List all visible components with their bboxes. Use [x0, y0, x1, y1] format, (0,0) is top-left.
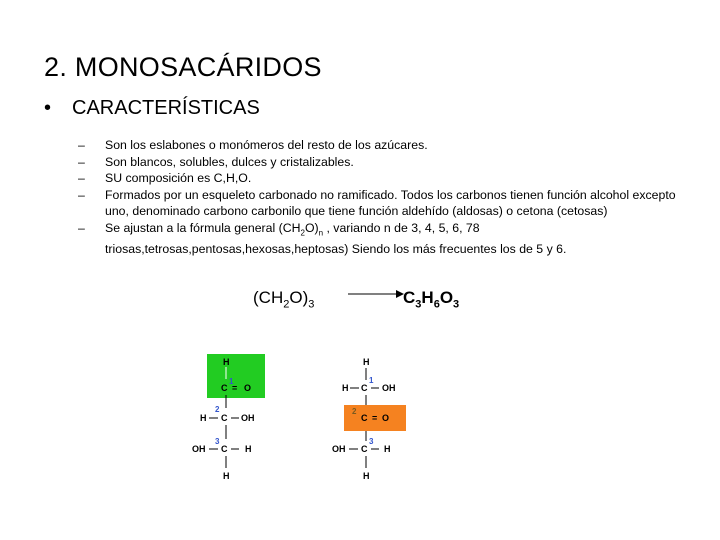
molecular-formula	[403, 288, 459, 310]
main-bullet	[44, 97, 260, 120]
carbon-number: 2	[215, 405, 220, 414]
atom-h: H	[223, 471, 230, 481]
atom-c: C	[361, 383, 368, 393]
formula-sub: 3	[415, 298, 422, 311]
list-item	[78, 187, 688, 220]
formula-text-mid: O)	[304, 220, 319, 235]
formula-part: H	[421, 288, 434, 307]
general-formula	[253, 288, 314, 310]
sub-bullet-list	[78, 137, 688, 258]
atom-h: H	[384, 444, 391, 454]
ketose-structure	[332, 357, 406, 481]
list-item-text: SU composición es C,H,O.	[105, 171, 252, 185]
formula-part: (CH	[253, 288, 284, 307]
atom-c: C	[221, 383, 228, 393]
atom-h: H	[363, 357, 370, 367]
carbon-number: 2	[352, 407, 357, 416]
formula-text-post: , variando n de 3, 4, 5, 6, 78 triosas,tetrosas,pentosas,hexosas,heptosas) Siendo los más frecuentes los de 5 y 6.	[105, 220, 567, 257]
atom-o: O	[244, 383, 252, 393]
carbon-number: 3	[215, 437, 220, 446]
list-item-text: Son blancos, solubles, dulces y cristalizables.	[105, 154, 354, 169]
atom-oh: OH	[382, 383, 396, 393]
list-item	[78, 137, 688, 154]
molecule-diagrams	[180, 348, 420, 498]
double-bond: =	[232, 383, 238, 393]
list-item	[78, 220, 688, 258]
double-bond: =	[372, 413, 378, 423]
list-item-text: Formados por un esqueleto carbonado no ramificado. Todos los carbonos tienen función alcohol excepto uno, denominado carbono carbonilo que tiene función aldehído (aldosas) o cetona (cetosas)	[105, 187, 676, 218]
list-item	[78, 154, 688, 171]
formula-sub: 2	[283, 298, 290, 311]
list-item-text: Son los eslabones o monómeros del resto de los azúcares.	[105, 138, 428, 152]
list-item	[78, 170, 688, 187]
formula-subscript: 2	[300, 227, 305, 237]
formula-part: O)	[289, 288, 309, 307]
arrow-icon	[348, 288, 404, 300]
atom-c: C	[221, 413, 228, 423]
atom-c: C	[361, 413, 368, 423]
aldose-structure	[192, 354, 265, 481]
bullet-heading: CARACTERÍSTICAS	[72, 97, 260, 119]
atom-h: H	[200, 413, 207, 423]
formula-part: C	[403, 288, 416, 307]
dash-marker: –	[78, 138, 85, 152]
atom-oh: OH	[241, 413, 255, 423]
formula-sub: 3	[308, 298, 315, 311]
formula-part: O	[439, 288, 454, 307]
atom-oh: OH	[332, 444, 346, 454]
list-item-text	[105, 220, 688, 258]
atom-oh: OH	[192, 444, 206, 454]
atom-h: H	[342, 383, 349, 393]
carbon-number: 1	[369, 376, 374, 385]
formula-text-pre: Se ajustan a la fórmula general (CH	[105, 220, 301, 235]
atom-h: H	[223, 357, 230, 367]
dash-marker: –	[78, 220, 85, 235]
carbon-number: 3	[369, 437, 374, 446]
formula-sub: 3	[453, 298, 460, 311]
bullet-dot: •	[44, 97, 52, 119]
dash-marker: –	[78, 154, 85, 169]
atom-c: C	[221, 444, 228, 454]
formula-sub: 6	[433, 298, 440, 311]
dash-marker: –	[78, 187, 85, 202]
atom-c: C	[361, 444, 368, 454]
atom-o: O	[382, 413, 390, 423]
dash-marker: –	[78, 171, 85, 185]
atom-h: H	[245, 444, 252, 454]
slide-title: 2. MONOSACÁRIDOS	[44, 52, 322, 82]
formula-subscript-n: n	[318, 227, 324, 237]
carbon-number: 1	[229, 377, 234, 386]
atom-h: H	[363, 471, 370, 481]
